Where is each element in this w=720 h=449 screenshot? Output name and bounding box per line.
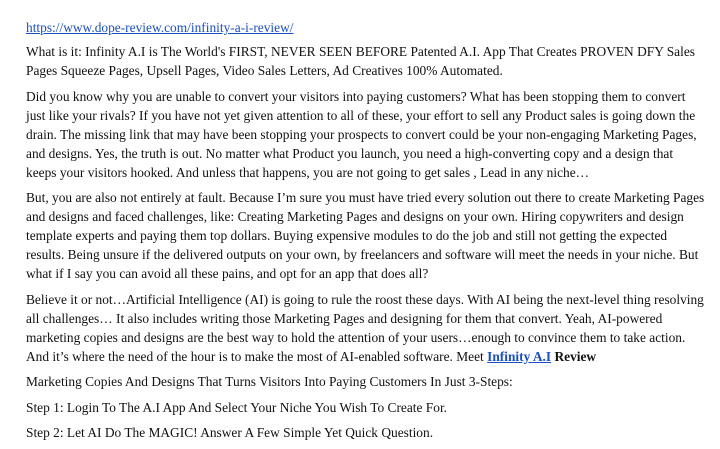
body-paragraph-1: Did you know why you are unable to convert your visitors into paying customers? What has been stopping them to convert just like your rivals? If you have not yet given attention to all of these, your effort to sell any Product sales is going down the drain. The missing link that may have been stopping your prospects to convert could be your non-engaging Marketing Pages, and designs. Yes, the truth is out. No matter what Product you launch, you need a high-converting copy and a design that keeps your visitors hooked. And unless that happens, you are not going to get sales , Lead in any niche… [26,88,697,180]
body-paragraph-2: But, you are also not entirely at fault. Because I’m sure you must have tried every solution out there to create Marketing Pages and designs and faced challenges, like: Creating Marketing Pages and designs on your own. Hiring copywriters and design template experts and paying them top dollars. Buying expensive modules to do the job and still not getting the expected results. Being unsure if the delivered outputs on your own, by freelancers and software will meet the needs in your niche. But what if I say you can avoid all these pains, and opt for an app that does all? [26,190,705,281]
body-paragraph-3 [26,290,706,366]
review-label: Review [551,348,597,364]
intro-paragraph: What is it: Infinity A.I is The World's FIRST, NEVER SEEN BEFORE Patented A.I. App That Creates PROVEN DFY Sales Pages Squeeze Pages, Upsell Pages, Video Sales Letters, Ad Creatives 100% Automated. [26,44,695,78]
infinity-ai-link[interactable]: Infinity A.I [487,348,552,364]
step-2: Step 2: Let AI Do The MAGIC! Answer A Few Simple Yet Quick Question. [26,425,434,440]
body-paragraph-3-text: Believe it or not…Artificial Intelligence (AI) is going to rule the roost these days. With AI being the next-level thing resolving all challenges… It also includes writing those Marketing Pages and designing for them that convert. Yeah, AI-powered marketing copies and designs are the best way to hold the attention of your users…enough to convince them to take action. And it’s where the need of the hour is to make the most of AI-enabled software. Meet [26,291,704,364]
step-1: Step 1: Login To The A.I App And Select Your Niche You Wish To Create For. [26,399,448,415]
steps-heading: Marketing Copies And Designs That Turns Visitors Into Paying Customers In Just 3-Steps: [26,374,513,389]
source-url-link[interactable]: https://www.dope-review.com/infinity-a-i-review/ [26,20,294,35]
url-line [26,18,706,37]
document-page [26,18,706,449]
